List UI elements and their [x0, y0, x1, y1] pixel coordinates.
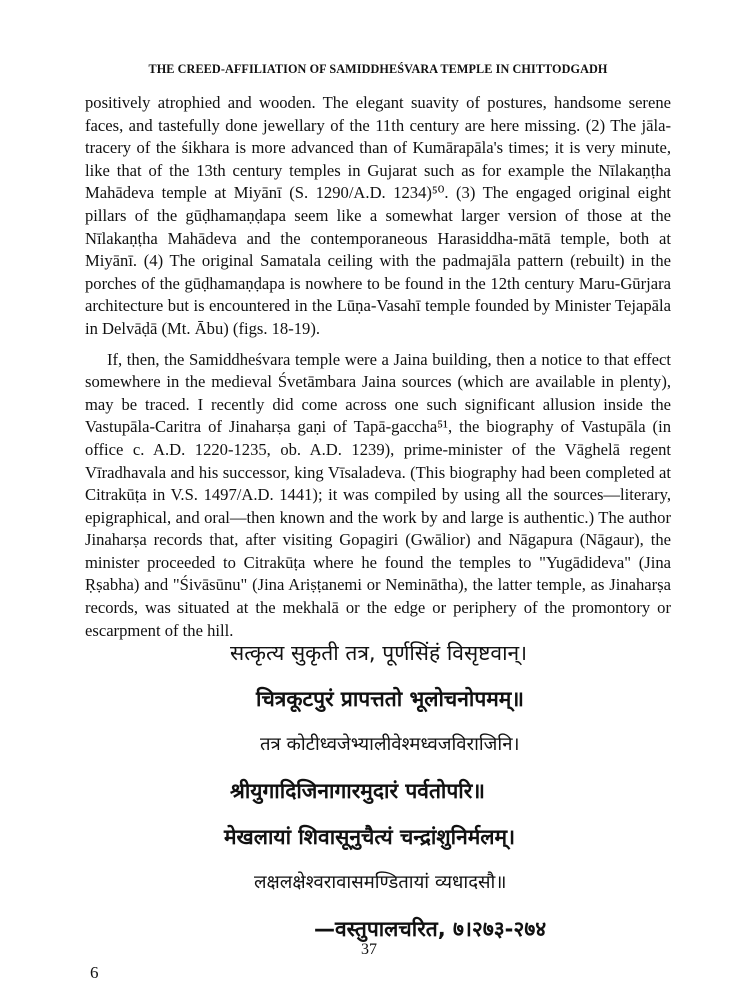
- verse-citation: —वस्तुपालचरित, ७।२७३-२७४: [314, 917, 547, 941]
- verse-line-6: लक्षलक्षेश्वरावासमण्डितायां व्यधादसौ॥: [254, 872, 507, 893]
- verse-line-3: तत्र कोटीध्वजेभ्यालीवेश्मध्वजविराजिनि।: [260, 734, 520, 755]
- verse-line-4: श्रीयुगादिजिनागारमुदारं पर्वतोपरि॥: [230, 779, 485, 803]
- verse-line-2: चित्रकूटपुरं प्रापत्ततो भूलोचनोपमम्॥: [256, 687, 524, 711]
- body-text: [85, 92, 671, 642]
- verse-line-5: मेखलायां शिवासूनुचैत्यं चन्द्रांशुनिर्मलम्।: [224, 825, 516, 849]
- edge-number: 6: [90, 963, 99, 982]
- page-number: 37: [361, 941, 377, 958]
- verse-line-1: सत्कृत्य सुकृती तत्र, पूर्णसिंहं विसृष्टवान्।: [230, 641, 528, 665]
- running-head: THE CREED-AFFILIATION OF SAMIDDHEŚVARA TEMPLE IN CHITTODGADH: [148, 62, 608, 76]
- paragraph-2: If, then, the Samiddheśvara temple were a Jaina building, then a notice to that effect somewhere in the medieval Śvetāmbara Jaina sources (which are available in plenty), may be traced. I recently did come across one such significant allusion inside the Vastupāla-Caritra of Jinaharṣa gaṇi of Tapā-gaccha⁵¹, the biography of Vastupāla (in office c. A.D. 1220-1235, ob. A.D. 1239), prime-minister of the Vāghelā regent Vīradhavala and his successor, king Vīsaladeva. (This biography had been completed at Citrakūṭa in V.S. 1497/A.D. 1441); it was compiled by using all the sources—literary, epigraphical, and oral—then known and the work by and large is authentic.) The author Jinaharṣa records that, after visiting Gopagiri (Gwālior) and Nāgapura (Nāgaur), the minister proceeded to Citrakūṭa where he found the temples to "Yugādideva" (Jina Ṛṣabha) and "Śivāsūnu" (Jina Ariṣṭanemi or Neminātha), the latter temple, as Jinaharṣa records, was situated at the mekhalā or the edge or periphery of the promontory or escarpment of the hill.: [85, 349, 671, 640]
- paragraph-1: positively atrophied and wooden. The elegant suavity of postures, handsome serene faces, and tastefully done jewellary of the 11th century are here missing. (2) The jāla-tracery of the śikhara is more advanced than of Kumārapāla's times; it is very minute, like that of the 13th century temples in Gujarat such as for example the Nīlakaṇṭha Mahādeva temple at Miyānī (S. 1290/A.D. 1234)⁵⁰. (3) The engaged original eight pillars of the gūḍhamaṇḍapa seem like a somewhat larger version of those at the Nīlakaṇṭha Mahādeva and the contemporaneous Harasiddha-mātā temple, both at Miyānī. (4) The original Samatala ceiling with the padmajāla pattern (rebuilt) in the porches of the gūḍhamaṇḍapa is nowhere to be found in the 12th century Maru-Gūrjara architecture but is encountered in the Lūṇa-Vasahī temple founded by Minister Tejapāla in Delvāḍā (Mt. Ābu) (figs. 18-19).: [85, 93, 671, 338]
- sanskrit-verse: [190, 630, 590, 952]
